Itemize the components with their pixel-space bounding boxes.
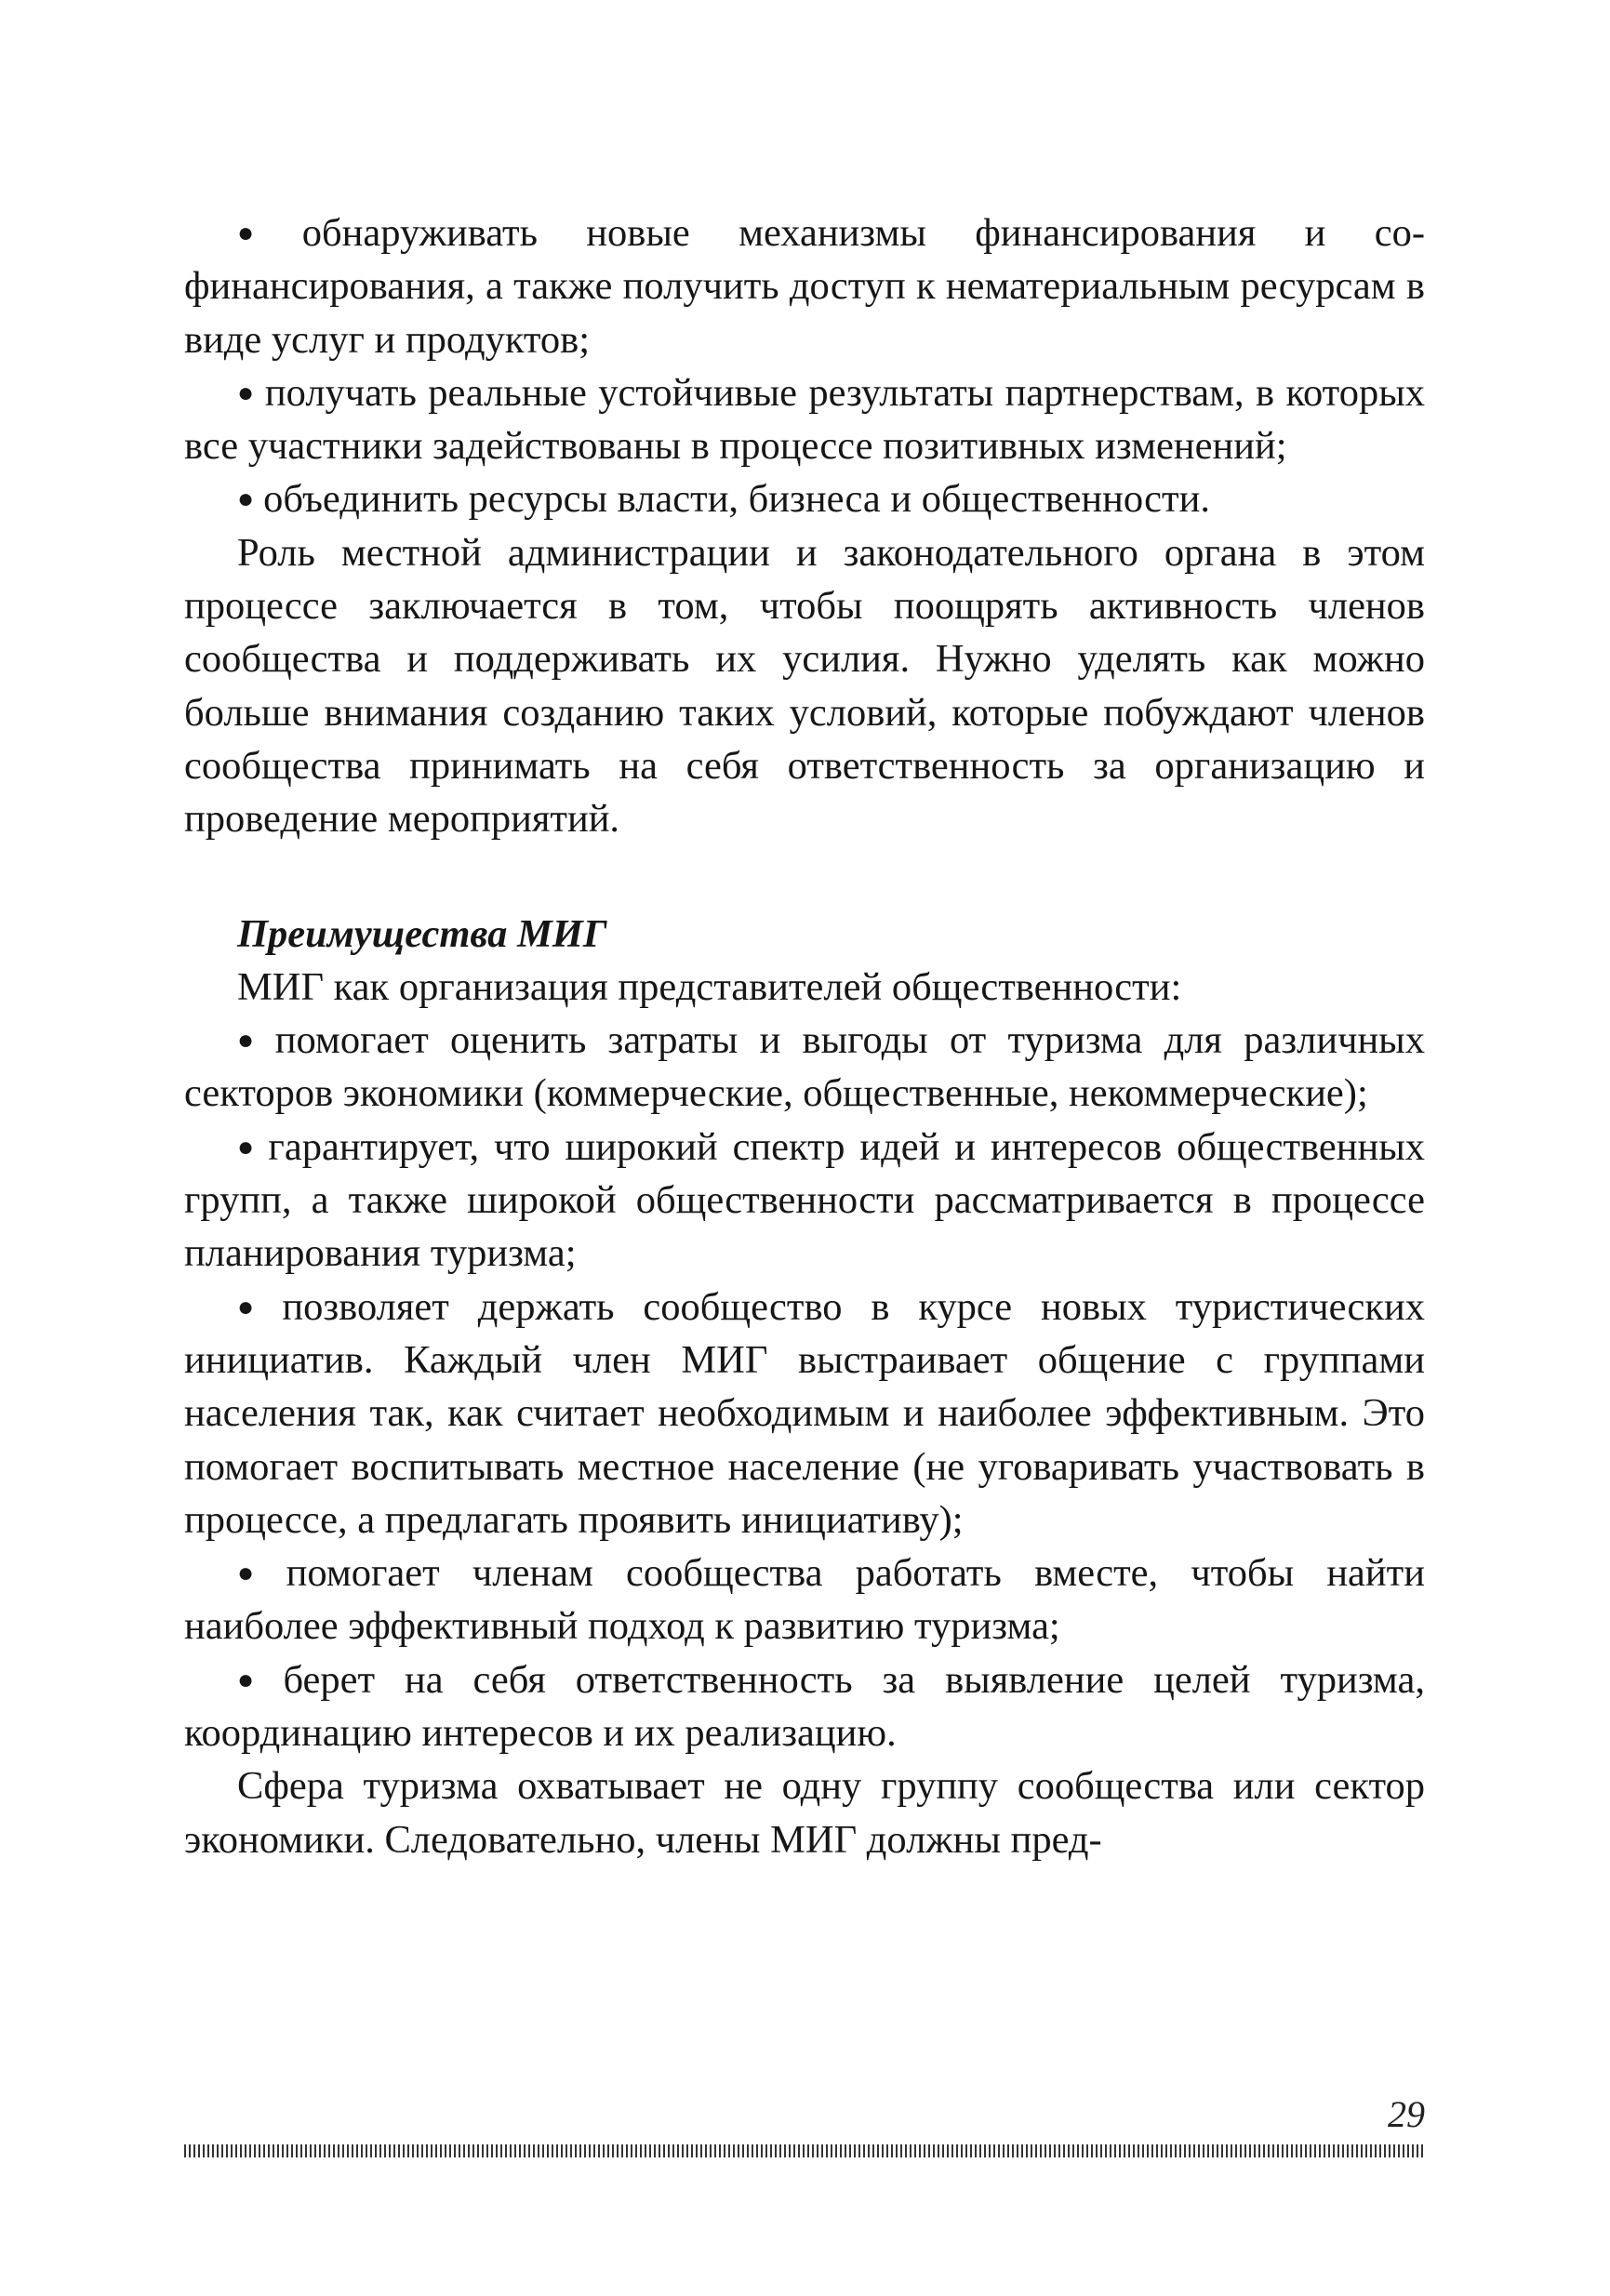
page-number: 29: [1388, 2093, 1425, 2135]
bullet-item: ● гарантирует, что широкий спектр идей и интересов общественных групп, а также широкой общественности рассматривается в процессе планирования туризма;: [184, 1121, 1425, 1281]
bullet-item: ● помогает членам сообщества работать вместе, чтобы найти наиболее эффективный подход к развитию туризма;: [184, 1546, 1425, 1653]
section-heading: Преимущества МИГ: [237, 911, 607, 956]
page-body: [184, 206, 1425, 1866]
bullet-item: ● позволяет держать сообщество в курсе новых туристических инициатив. Каждый член МИГ выстраивает общение с группами населения так, как считает необходимым и наиболее эффективным. Это помогает воспитывать местное население (не уговаривать участвовать в процессе, а предлагать проявить инициативу);: [184, 1281, 1425, 1546]
paragraph: Роль местной администрации и законодательного органа в этом процессе заключается в том, чтобы поощрять активность членов сообщества и поддерживать их усилия. Нужно уделять как можно больше внимания созданию таких условий, которые побуждают членов сообщества принимать на себя ответственность за организацию и проведение мероприятий.: [184, 530, 1425, 842]
bullet-item: ● получать реальные устойчивые результаты партнерствам, в которых все участники задействованы в процессе позитивных изменений;: [184, 366, 1425, 473]
section-lead: МИГ как организация представителей общественности:: [237, 964, 1182, 1009]
paragraph: Сфера туризма охватывает не одну группу сообщества или сектор экономики. Следовательно, члены МИГ должны пред-: [184, 1764, 1425, 1862]
bullet-item: ● помогает оценить затраты и выгоды от туризма для различных секторов экономики (коммерческие, общественные, некоммерческие);: [184, 1014, 1425, 1121]
section-gap: [184, 846, 1425, 908]
bullet-item: ● объединить ресурсы власти, бизнеса и общественности.: [184, 472, 1425, 525]
bullet-item: ● берет на себя ответственность за выявление целей туризма, координацию интересов и их реализацию.: [184, 1653, 1425, 1760]
bullet-item: ● обнаруживать новые механизмы финансирования и софинансирования, а также получить доступ к нематериальным ресурсам в виде услуг и продуктов;: [184, 206, 1425, 366]
footer-rule: [184, 2144, 1425, 2157]
